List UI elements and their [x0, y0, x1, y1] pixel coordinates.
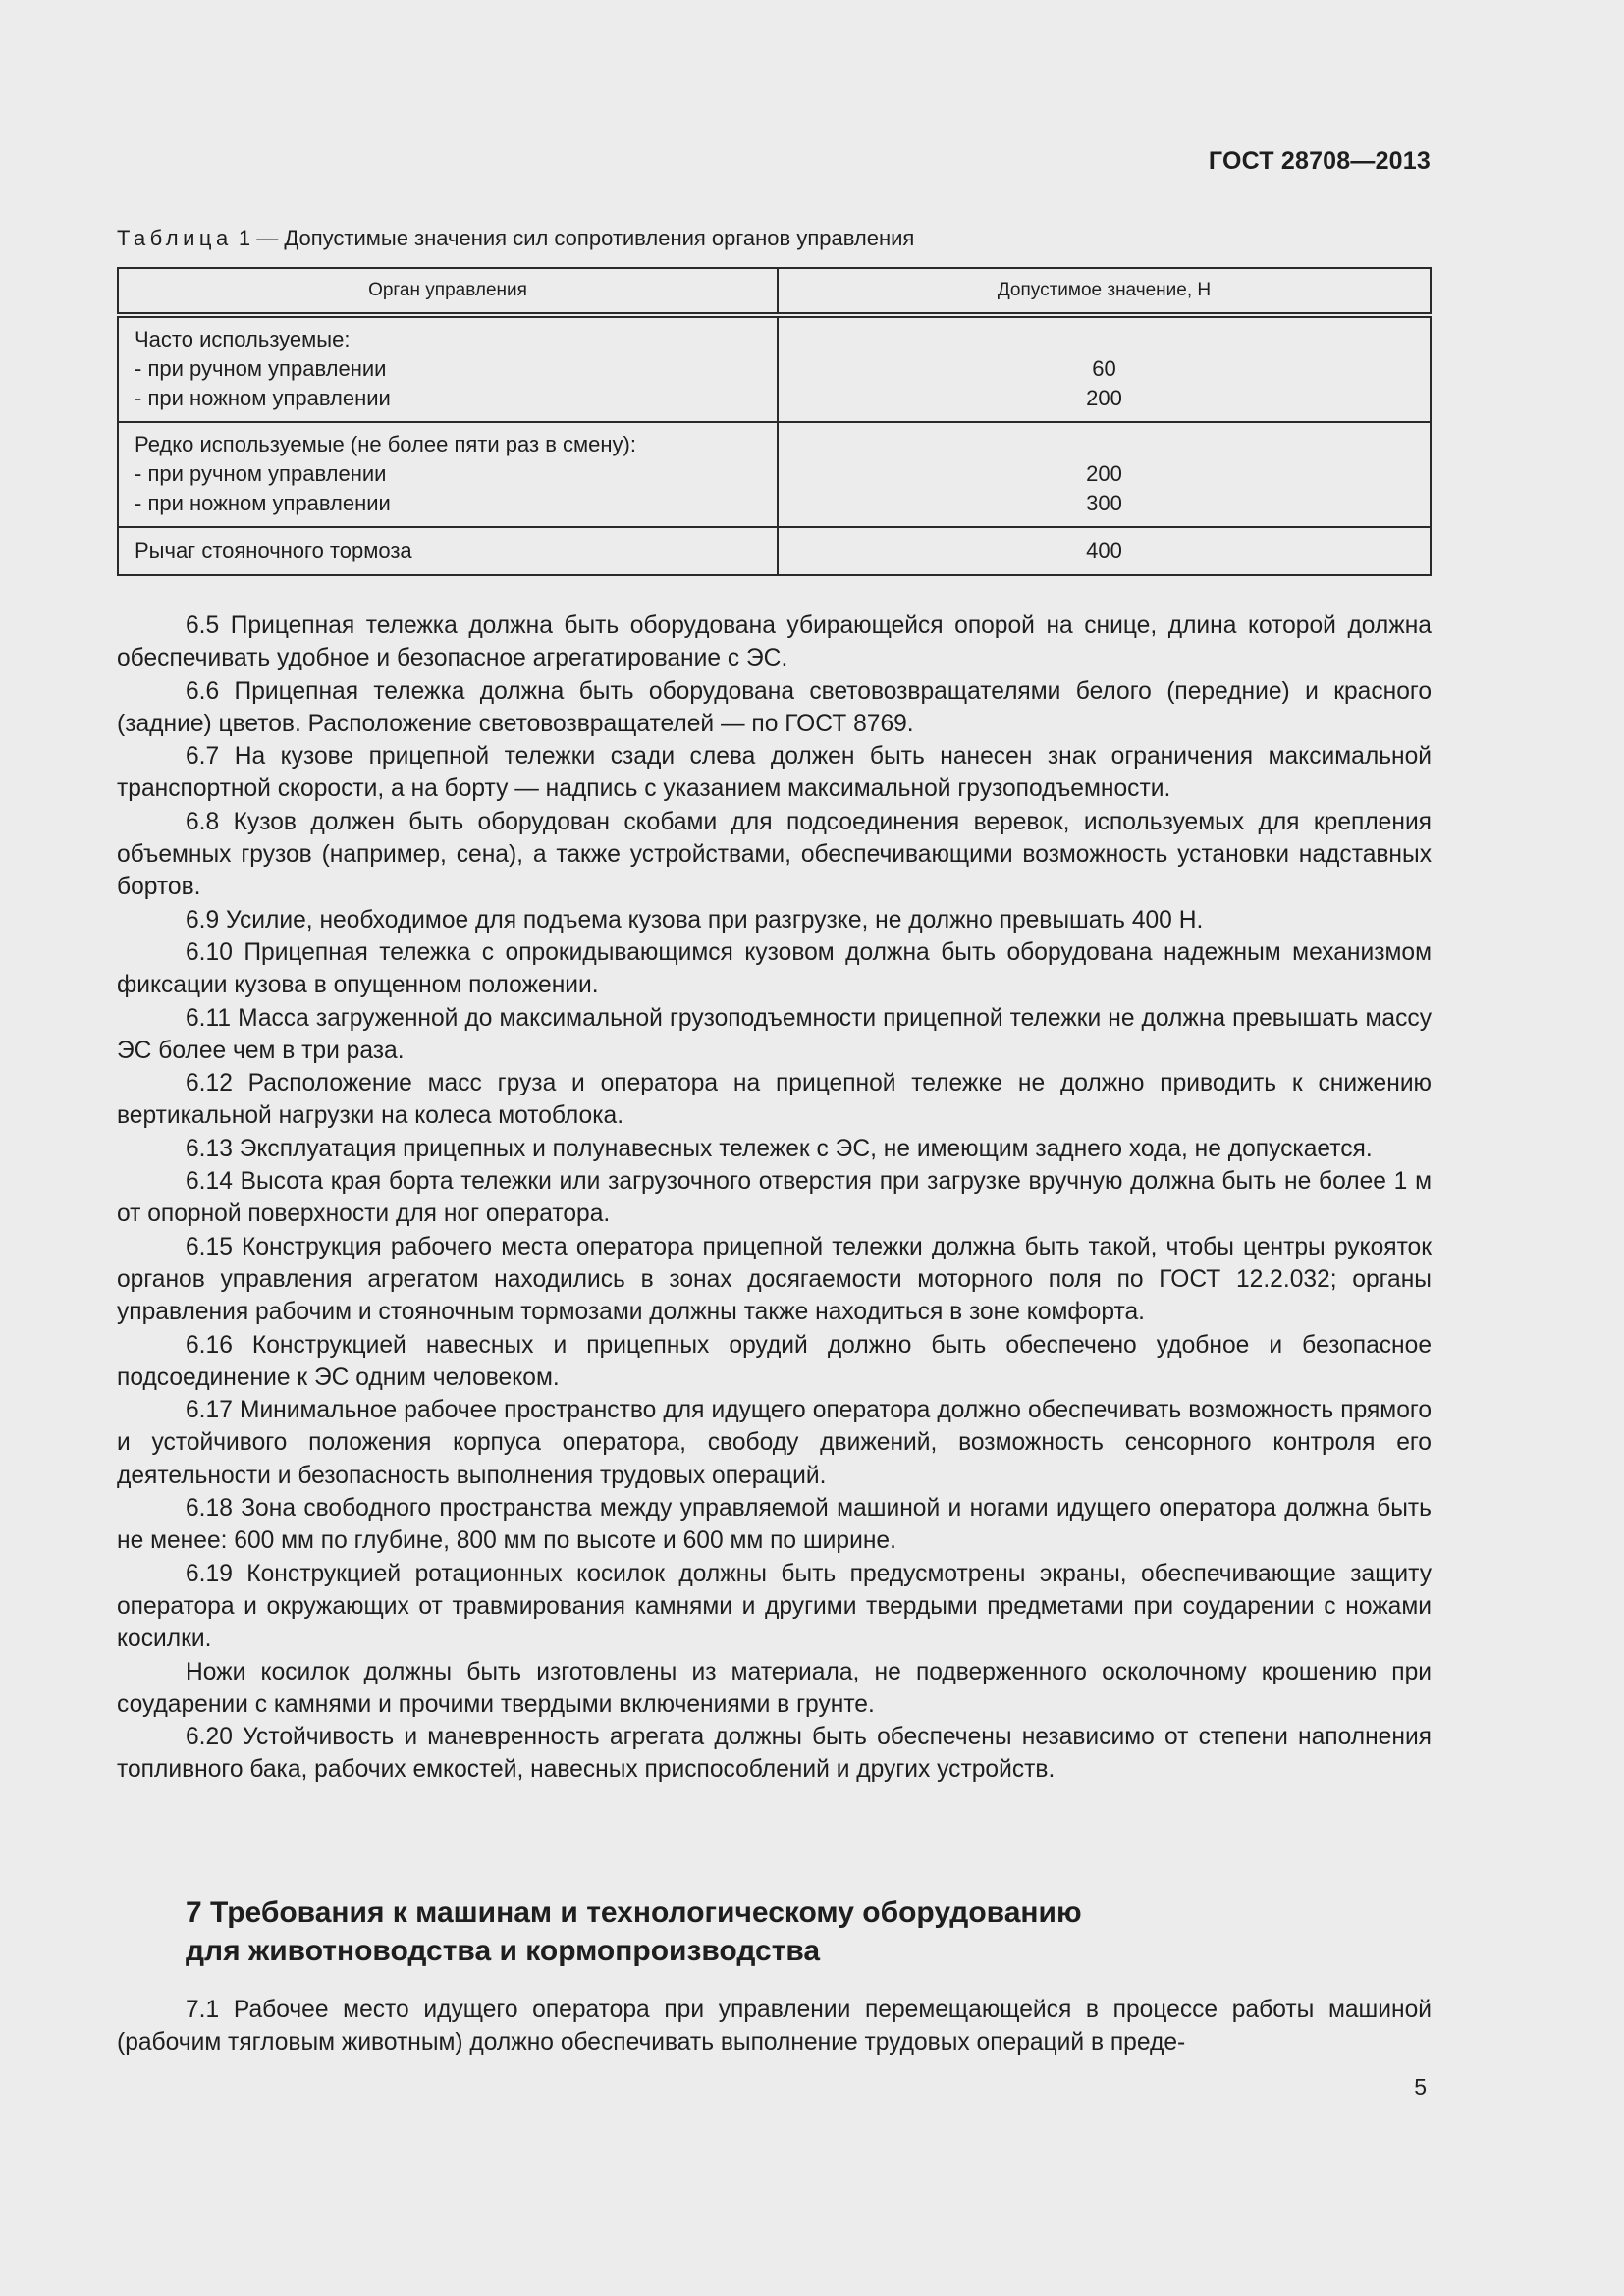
section-heading — [186, 1894, 1403, 1970]
table-cell-value — [778, 315, 1431, 422]
row-title: Редко используемые (не более пяти раз в смену): — [135, 432, 636, 456]
paragraph: 6.19 Конструкцией ротационных косилок должны быть предусмотрены экраны, обеспечивающие защиту оператора и окружающих от травмирования камнями и другими твердыми предметами при соударении с ножами косилки. — [117, 1560, 1432, 1653]
table-row — [118, 527, 1431, 575]
paragraph: 6.10 Прицепная тележка с опрокидывающимся кузовом должна быть оборудована надежным механизмом фиксации кузова в опущенном положении. — [117, 938, 1432, 999]
row-item-value: 200 — [1086, 386, 1122, 410]
table-caption-text: 1 — Допустимые значения сил сопротивления органов управления — [238, 226, 915, 250]
clauses-7 — [117, 1994, 1432, 2059]
paragraph: 6.17 Минимальное рабочее пространство для идущего оператора должно обеспечивать возможность прямого и устойчивого положения корпуса оператора, свободу движений, возможность сенсорного контроля его деятельности и безопасность выполнения трудовых операций. — [117, 1397, 1432, 1489]
row-item-value: 60 — [1092, 356, 1116, 381]
table-cell-control — [118, 527, 778, 575]
paragraph: 6.9 Усилие, необходимое для подъема кузова при разгрузке, не должно превышать 400 Н. — [186, 906, 1204, 934]
paragraph: 6.20 Устойчивость и маневренность агрегата должны быть обеспечены независимо от степени наполнения топливного бака, рабочих емкостей, навесных приспособлений и других устройств. — [117, 1724, 1432, 1784]
row-title: Часто используемые: — [135, 327, 351, 351]
row-item-label: - при ручном управлении — [135, 356, 387, 381]
clauses-6 — [117, 610, 1432, 1787]
paragraph: Ножи косилок должны быть изготовлены из материала, не подверженного осколочному крошению при соударении с камнями и прочими твердыми включениями в грунте. — [117, 1658, 1432, 1718]
table-caption-label: Таблица — [117, 226, 233, 250]
paragraph: 6.8 Кузов должен быть оборудован скобами для подсоединения веревок, используемых для крепления объемных грузов (например, сена), а также устройствами, обеспечивающими возможность установки надставных бортов. — [117, 808, 1432, 901]
document-code: ГОСТ 28708—2013 — [1208, 147, 1431, 175]
table-header-row — [118, 268, 1431, 315]
section-heading-line: для животноводства и кормопроизводства — [186, 1935, 821, 1967]
paragraph: 6.18 Зона свободного пространства между управляемой машиной и ногами идущего оператора должна быть не менее: 600 мм по глубине, 800 мм по высоте и 600 мм по ширине. — [117, 1495, 1432, 1555]
section-heading-line: 7 Требования к машинам и технологическому оборудованию — [186, 1896, 1082, 1929]
row-spacer — [794, 430, 1414, 459]
paragraph: 7.1 Рабочее место идущего оператора при управлении перемещающейся в процессе работы машиной (рабочим тягловым животным) должно обеспечивать выполнение трудовых операций в преде- — [117, 1997, 1432, 2056]
table-cell-control — [118, 315, 778, 422]
paragraph: 6.16 Конструкцией навесных и прицепных орудий должно быть обеспечено удобное и безопасное подсоединение к ЭС одним человеком. — [117, 1331, 1432, 1391]
page-number: 5 — [1414, 2074, 1427, 2100]
row-item-value: 400 — [1086, 538, 1122, 562]
table-caption — [117, 226, 914, 251]
paragraph: 6.5 Прицепная тележка должна быть оборудована убирающейся опорой на снице, длина которой должна обеспечивать удобное и безопасное агрегатирование с ЭС. — [117, 613, 1432, 672]
table-cell-value — [778, 527, 1431, 575]
table-cell-control — [118, 422, 778, 527]
column-header-control: Орган управления — [118, 268, 778, 315]
row-item-label: - при ножном управлении — [135, 386, 391, 410]
paragraph: 6.12 Расположение масс груза и оператора на прицепной тележке не должно приводить к снижению вертикальной нагрузки на колеса мотоблока. — [117, 1070, 1432, 1130]
paragraph: 6.13 Эксплуатация прицепных и полунавесных тележек с ЭС, не имеющим заднего хода, не допускается. — [186, 1135, 1373, 1162]
row-spacer — [794, 325, 1414, 354]
paragraph: 6.7 На кузове прицепной тележки сзади слева должен быть нанесен знак ограничения максимальной транспортной скорости, а на борту — надпись с указанием максимальной грузоподъемности. — [117, 743, 1432, 803]
resistance-table — [117, 267, 1432, 576]
row-item-value: 300 — [1086, 491, 1122, 515]
paragraph: 6.14 Высота края борта тележки или загрузочного отверстия при загрузке вручную должна быть не более 1 м от опорной поверхности для ног оператора. — [117, 1168, 1432, 1228]
row-title: Рычаг стояночного тормоза — [135, 538, 412, 562]
row-item-label: - при ножном управлении — [135, 491, 391, 515]
table-row — [118, 315, 1431, 422]
column-header-value: Допустимое значение, Н — [778, 268, 1431, 315]
table-cell-value — [778, 422, 1431, 527]
paragraph: 6.6 Прицепная тележка должна быть оборудована световозвращателями белого (передние) и красного (задние) цветов. Расположение световозвращателей — по ГОСТ 8769. — [117, 677, 1432, 737]
table-row — [118, 422, 1431, 527]
row-item-value: 200 — [1086, 461, 1122, 486]
paragraph: 6.11 Масса загруженной до максимальной грузоподъемности прицепной тележки не должна превышать массу ЭС более чем в три раза. — [117, 1004, 1432, 1064]
paragraph: 6.15 Конструкция рабочего места оператора прицепной тележки должна быть такой, чтобы центры рукояток органов управления агрегатом находились в зонах досягаемости моторного поля по ГОСТ 12.2.032; органы управления рабочим и стояночным тормозами должны также находиться в зоне комфорта. — [117, 1233, 1432, 1326]
row-item-label: - при ручном управлении — [135, 461, 387, 486]
